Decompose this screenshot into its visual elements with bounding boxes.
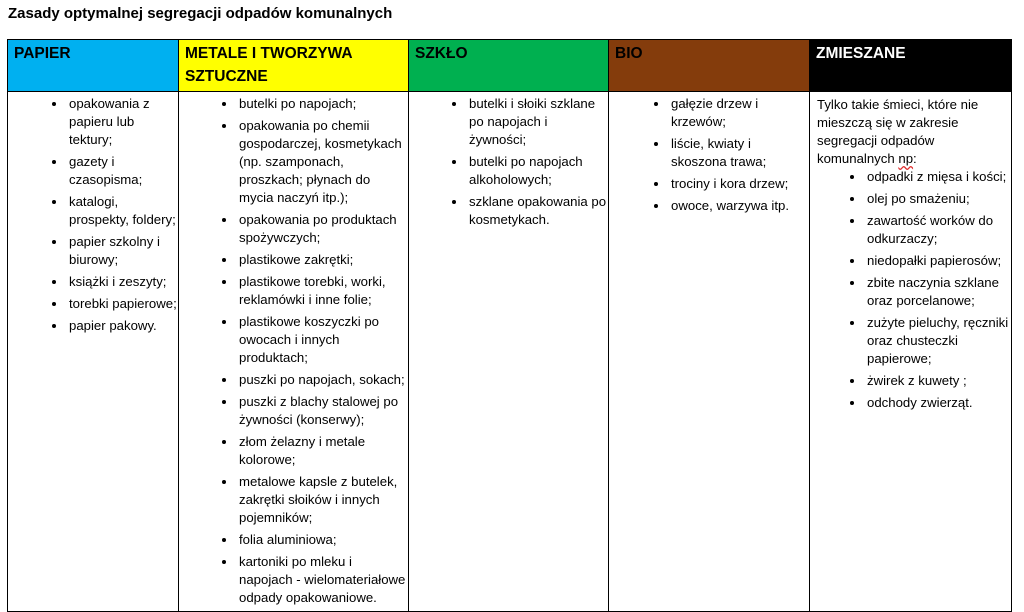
list-item: • żwirek z kuwety ; — [865, 372, 1011, 390]
cell-zmieszane — [810, 92, 1012, 612]
szklo-list — [409, 95, 608, 229]
list-item: • puszki po napojach, sokach; — [237, 371, 408, 389]
zmieszane-intro — [810, 92, 1011, 168]
cell-metale-i-tworzywa — [179, 92, 409, 612]
cell-bio — [609, 92, 810, 612]
list-item: • zawartość worków do odkurzaczy; — [865, 212, 1011, 248]
list-item: • szklane opakowania po kosmetykach. — [467, 193, 608, 229]
header-row — [8, 40, 1012, 92]
list-item: • folia aluminiowa; — [237, 531, 408, 549]
list-item: • odchody zwierząt. — [865, 394, 1011, 412]
list-item: • gałęzie drzew i krzewów; — [669, 95, 809, 131]
list-item: • plastikowe zakrętki; — [237, 251, 408, 269]
list-item: • niedopałki papierosów; — [865, 252, 1011, 270]
cell-szklo — [409, 92, 609, 612]
cell-papier — [8, 92, 179, 612]
list-item: • opakowania po chemii gospodarczej, kosmetykach (np. szamponach, proszkach; płynach do mycia naczyń itp.); — [237, 117, 408, 207]
header-papier: PAPIER — [8, 40, 179, 92]
list-item: • plastikowe torebki, worki, reklamówki i inne folie; — [237, 273, 408, 309]
papier-list — [8, 95, 178, 335]
list-item: • opakowania z papieru lub tektury; — [67, 95, 178, 149]
list-item: • metalowe kapsle z butelek, zakrętki słoików i innych pojemników; — [237, 473, 408, 527]
list-item: • katalogi, prospekty, foldery; — [67, 193, 178, 229]
list-item: • papier pakowy. — [67, 317, 178, 335]
list-item: • książki i zeszyty; — [67, 273, 178, 291]
zmieszane-intro-colon: : — [913, 151, 917, 166]
list-item: • zużyte pieluchy, ręczniki oraz chusteczki papierowe; — [865, 314, 1011, 368]
zmieszane-list — [810, 168, 1011, 412]
zmieszane-intro-np: np — [898, 151, 914, 166]
header-szklo: SZKŁO — [409, 40, 609, 92]
list-item: • torebki papierowe; — [67, 295, 178, 313]
content-row — [8, 92, 1012, 612]
list-item: • olej po smażeniu; — [865, 190, 1011, 208]
list-item: • liście, kwiaty i skoszona trawa; — [669, 135, 809, 171]
header-metale-i-tworzywa: METALE I TWORZYWA SZTUCZNE — [179, 40, 409, 92]
page-title: Zasady optymalnej segregacji odpadów komunalnych — [8, 5, 393, 22]
zmieszane-intro-text: Tylko takie śmieci, które nie mieszczą się w zakresie segregacji odpadów komunalnych — [817, 97, 979, 166]
list-item: • złom żelazny i metale kolorowe; — [237, 433, 408, 469]
list-item: • butelki po napojach; — [237, 95, 408, 113]
list-item: • puszki z blachy stalowej po żywności (konserwy); — [237, 393, 408, 429]
list-item: • kartoniki po mleku i napojach - wielomateriałowe odpady opakowaniowe. — [237, 553, 408, 607]
header-bio: BIO — [609, 40, 810, 92]
metale-list — [179, 95, 408, 607]
segregation-table — [7, 39, 1012, 612]
header-zmieszane: ZMIESZANE — [810, 40, 1012, 92]
list-item: • opakowania po produktach spożywczych; — [237, 211, 408, 247]
list-item: • owoce, warzywa itp. — [669, 197, 809, 215]
list-item: • butelki i słoiki szklane po napojach i żywności; — [467, 95, 608, 149]
list-item: • butelki po napojach alkoholowych; — [467, 153, 608, 189]
list-item: • trociny i kora drzew; — [669, 175, 809, 193]
list-item: • papier szkolny i biurowy; — [67, 233, 178, 269]
list-item: • odpadki z mięsa i kości; — [865, 168, 1011, 186]
list-item: • gazety i czasopisma; — [67, 153, 178, 189]
list-item: • plastikowe koszyczki po owocach i innych produktach; — [237, 313, 408, 367]
list-item: • zbite naczynia szklane oraz porcelanowe; — [865, 274, 1011, 310]
bio-list — [609, 95, 809, 215]
